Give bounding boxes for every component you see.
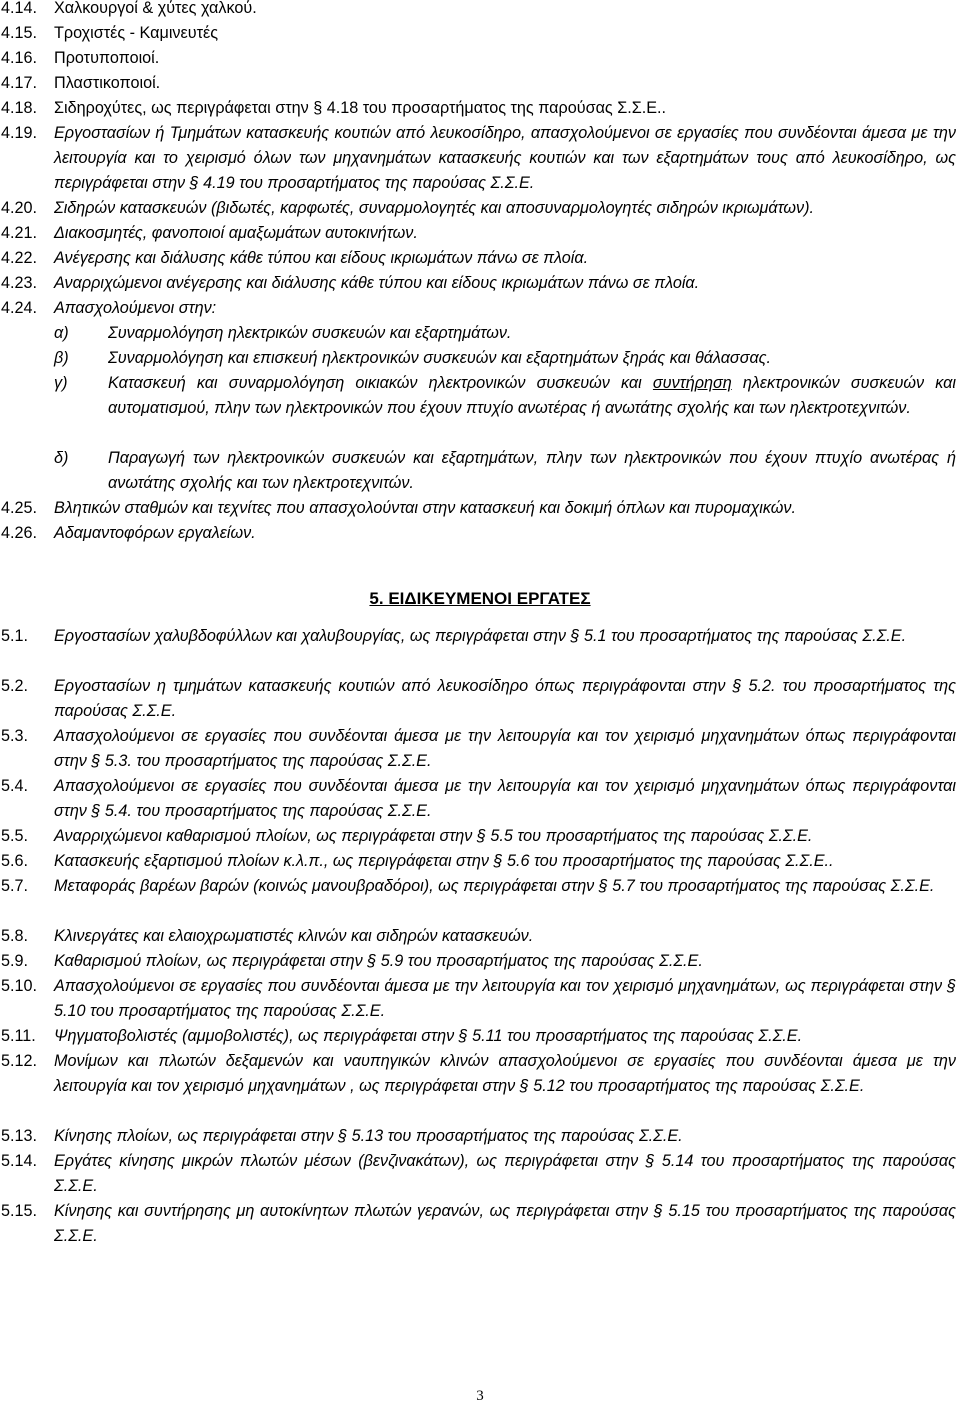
sub-item-d: [54, 446, 956, 496]
item-text: Σιδηρών κατασκευών (βιδωτές, καρφωτές, συναρμολογητές και αποσυναρμολογητές σιδηρών ικριωμάτων).: [54, 199, 814, 217]
list-item-5-2: [0, 674, 956, 724]
list-item-4-15: [0, 21, 956, 46]
list-item-4-14: [0, 0, 956, 21]
item-number: 4.22.: [1, 249, 38, 267]
list-item-4-20: [0, 196, 956, 221]
item-number: 5.12.: [1, 1052, 38, 1070]
item-text: Απασχολούμενοι σε εργασίες που συνδέονται άμεσα με την λειτουργία και τον χειρισμό μηχανημάτων, ως περιγράφεται στην § 5.10 του προσαρτήματος της παρούσας Σ.Σ.Ε.: [54, 977, 956, 1020]
list-item-5-14: [0, 1149, 956, 1199]
item-number: 4.24.: [1, 299, 38, 317]
underlined-word: συντήρηση: [652, 374, 732, 392]
item-number: 4.23.: [1, 274, 38, 292]
list-item-5-13: [0, 1124, 956, 1149]
item-text: Απασχολούμενοι σε εργασίες που συνδέονται άμεσα με την λειτουργία και τον χειρισμό μηχανημάτων όπως περιγράφονται στην § 5.4. του προσαρτήματος της παρούσας Σ.Σ.Ε.: [54, 777, 956, 820]
item-number: 5.2.: [1, 677, 29, 695]
item-number: 4.15.: [1, 24, 38, 42]
list-item-5-4: [0, 774, 956, 824]
item-text: Σιδηροχύτες, ως περιγράφεται στην § 4.18 του προσαρτήματος της παρούσας Σ.Σ.Ε..: [54, 99, 667, 117]
item-number: 4.25.: [1, 499, 38, 517]
list-item-5-5: [0, 824, 956, 849]
item-text: Μεταφοράς βαρέων βαρών (κοινώς μανουβραδόροι), ως περιγράφεται στην § 5.7 του προσαρτήματος της παρούσας Σ.Σ.Ε.: [54, 877, 935, 895]
item-text: Αναρριχώμενοι καθαρισμού πλοίων, ως περιγράφεται στην § 5.5 του προσαρτήματος της παρούσας Σ.Σ.Ε.: [54, 827, 813, 845]
item-number: 5.6.: [1, 852, 29, 870]
item-text: Πλαστικοποιοί.: [54, 74, 161, 92]
item-number: 5.9.: [1, 952, 29, 970]
item-text: Κατασκευής εξαρτισμού πλοίων κ.λ.π., ως περιγράφεται στην § 5.6 του προσαρτήματος της παρούσας Σ.Σ.Ε..: [54, 852, 834, 870]
list-item-5-12: [0, 1049, 956, 1099]
sub-item-letter: δ): [54, 449, 69, 467]
item-text: Ψηγματοβολιστές (αμμοβολιστές), ως περιγράφεται στην § 5.11 του προσαρτήματος της παρούσας Σ.Σ.Ε.: [54, 1027, 803, 1045]
item-number: 5.4.: [1, 777, 29, 795]
sub-item-text-start: Κατασκευή και συναρμολόγηση οικιακών ηλεκτρονικών συσκευών και: [108, 374, 653, 392]
item-text: Αδαμαντοφόρων εργαλείων.: [54, 524, 256, 542]
item-number: 4.20.: [1, 199, 38, 217]
list-item-5-8: [0, 924, 956, 949]
item-number: 4.17.: [1, 74, 38, 92]
item-text: Απασχολούμενοι σε εργασίες που συνδέονται άμεσα με την λειτουργία και τον χειρισμό μηχανημάτων όπως περιγράφονται στην § 5.3. του προσαρτήματος της παρούσας Σ.Σ.Ε.: [54, 727, 956, 770]
item-text: Μονίμων και πλωτών δεξαμενών και ναυπηγικών κλινών απασχολούμενοι σε εργασίες που συνδέονται άμεσα με την λειτουργία και τον χειρισμό μηχανημάτων , ως περιγράφεται στην § 5.12 του προσαρτήματος της παρούσας Σ.Σ.Ε.: [54, 1052, 956, 1095]
item-number: 4.26.: [1, 524, 38, 542]
item-text: Κίνησης και συντήρησης μη αυτοκίνητων πλωτών γερανών, ως περιγράφεται στην § 5.15 του προσαρτήματος της παρούσας Σ.Σ.Ε.: [54, 1202, 956, 1245]
section-heading: 5. ΕΙΔΙΚΕΥΜΕΝΟΙ ΕΡΓΑΤΕΣ: [369, 589, 591, 608]
item-number: 4.14.: [1, 0, 38, 17]
item-text: Ανέγερσης και διάλυσης κάθε τύπου και είδους ικριωμάτων πάνω σε πλοία.: [54, 249, 589, 267]
list-item-5-7: [0, 874, 956, 899]
sub-item-c: [54, 371, 956, 421]
item-text: Απασχολούμενοι στην:: [54, 299, 217, 317]
sub-item-text: Συναρμολόγηση ηλεκτρικών συσκευών και εξαρτημάτων.: [108, 324, 512, 342]
list-item-4-19: [0, 121, 956, 196]
sub-item-text-end: ηλεκτρονικών συσκευών και αυτοματισμού, πλην των ηλεκτρονικών που έχουν πτυχίο ανωτέρας ή ανωτάτης σχολής και των ηλεκτροτεχνιτών.: [108, 374, 956, 417]
item-text: Κίνησης πλοίων, ως περιγράφεται στην § 5.13 του προσαρτήματος της παρούσας Σ.Σ.Ε.: [54, 1127, 683, 1145]
sub-item-b: [54, 346, 956, 371]
sub-item-text: [108, 371, 956, 421]
item-text: Χαλκουργοί & χύτες χαλκού.: [54, 0, 257, 17]
item-number: 5.5.: [1, 827, 29, 845]
item-text: Τροχιστές - Καμινευτές: [54, 24, 219, 42]
item-text: Κλινεργάτες και ελαιοχρωματιστές κλινών και σιδηρών κατασκευών.: [54, 927, 534, 945]
list-item-5-15: [0, 1199, 956, 1249]
item-number: 4.16.: [1, 49, 38, 67]
page-number: 3: [476, 1388, 484, 1404]
list-item-4-24: [0, 296, 956, 321]
item-text: Αναρριχώμενοι ανέγερσης και διάλυσης κάθε τύπου και είδους ικριωμάτων πάνω σε πλοία.: [54, 274, 700, 292]
list-item-4-22: [0, 246, 956, 271]
list-item-4-26: [0, 521, 956, 546]
item-number: 5.10.: [1, 977, 38, 995]
item-number: 5.13.: [1, 1127, 38, 1145]
list-item-5-9: [0, 949, 956, 974]
sub-item-a: [54, 321, 956, 346]
item-number: 5.15.: [1, 1202, 38, 1220]
sub-item-letter: α): [54, 324, 69, 342]
item-number: 4.21.: [1, 224, 38, 242]
item-text: Εργοστασίων η τμημάτων κατασκευής κουτιών από λευκοσίδηρο όπως περιγράφονται στην § 5.2. του προσαρτήματος της παρούσας Σ.Σ.Ε.: [54, 677, 956, 720]
sub-item-text: Συναρμολόγηση και επισκευή ηλεκτρονικών συσκευών και εξαρτημάτων ξηράς και θάλασσας.: [108, 349, 772, 367]
sub-item-letter: γ): [54, 374, 68, 392]
list-item-4-23: [0, 271, 956, 296]
item-text: Εργοστασίων χαλυβδοφύλλων και χαλυβουργίας, ως περιγράφεται στην § 5.1 του προσαρτήματος της παρούσας Σ.Σ.Ε.: [54, 627, 907, 645]
item-number: 5.14.: [1, 1152, 38, 1170]
item-text: Καθαρισμού πλοίων, ως περιγράφεται στην § 5.9 του προσαρτήματος της παρούσας Σ.Σ.Ε.: [54, 952, 703, 970]
list-item-4-25: [0, 496, 956, 521]
item-number: 5.11.: [1, 1027, 36, 1045]
item-text: Εργάτες κίνησης μικρών πλωτών μέσων (βενζινακάτων), ως περιγράφεται στην § 5.14 του προσαρτήματος της παρούσας Σ.Σ.Ε.: [54, 1152, 956, 1195]
list-item-4-18: [0, 96, 956, 121]
item-number: 5.3.: [1, 727, 29, 745]
item-number: 5.7.: [1, 877, 29, 895]
item-number: 5.1.: [1, 627, 29, 645]
list-item-5-11: [0, 1024, 956, 1049]
list-item-4-16: [0, 46, 956, 71]
sub-item-letter: β): [54, 349, 69, 367]
item-text: Βλητικών σταθμών και τεχνίτες που απασχολούνται στην κατασκευή και δοκιμή όπλων και πυρομαχικών.: [54, 499, 796, 517]
list-item-5-1: [0, 624, 956, 649]
list-item-5-10: [0, 974, 956, 1024]
item-number: 4.18.: [1, 99, 38, 117]
item-text: Διακοσμητές, φανοποιοί αμαξωμάτων αυτοκινήτων.: [54, 224, 418, 242]
sub-item-text: Παραγωγή των ηλεκτρονικών συσκευών και εξαρτημάτων, πλην των ηλεκτρονικών που έχουν πτυχίο ανωτέρας ή ανωτάτης σχολής και των ηλεκτροτεχνιτών.: [108, 449, 956, 492]
list-item-4-21: [0, 221, 956, 246]
list-item-4-17: [0, 71, 956, 96]
list-item-5-3: [0, 724, 956, 774]
item-number: 5.8.: [1, 927, 29, 945]
list-item-5-6: [0, 849, 956, 874]
item-text: Εργοστασίων ή Τμημάτων κατασκευής κουτιών από λευκοσίδηρο, απασχολούμενοι σε εργασίες που συνδέονται άμεσα με την λειτουργία και το χειρισμό όλων των μηχανημάτων κατασκευής κουτιών και των εξαρτημάτων τους από λευκοσίδηρο, ως περιγράφεται στην § 4.19 του προσαρτήματος της παρούσας Σ.Σ.Ε.: [54, 124, 956, 192]
item-number: 4.19.: [1, 124, 38, 142]
item-text: Προτυποποιοί.: [54, 49, 160, 67]
